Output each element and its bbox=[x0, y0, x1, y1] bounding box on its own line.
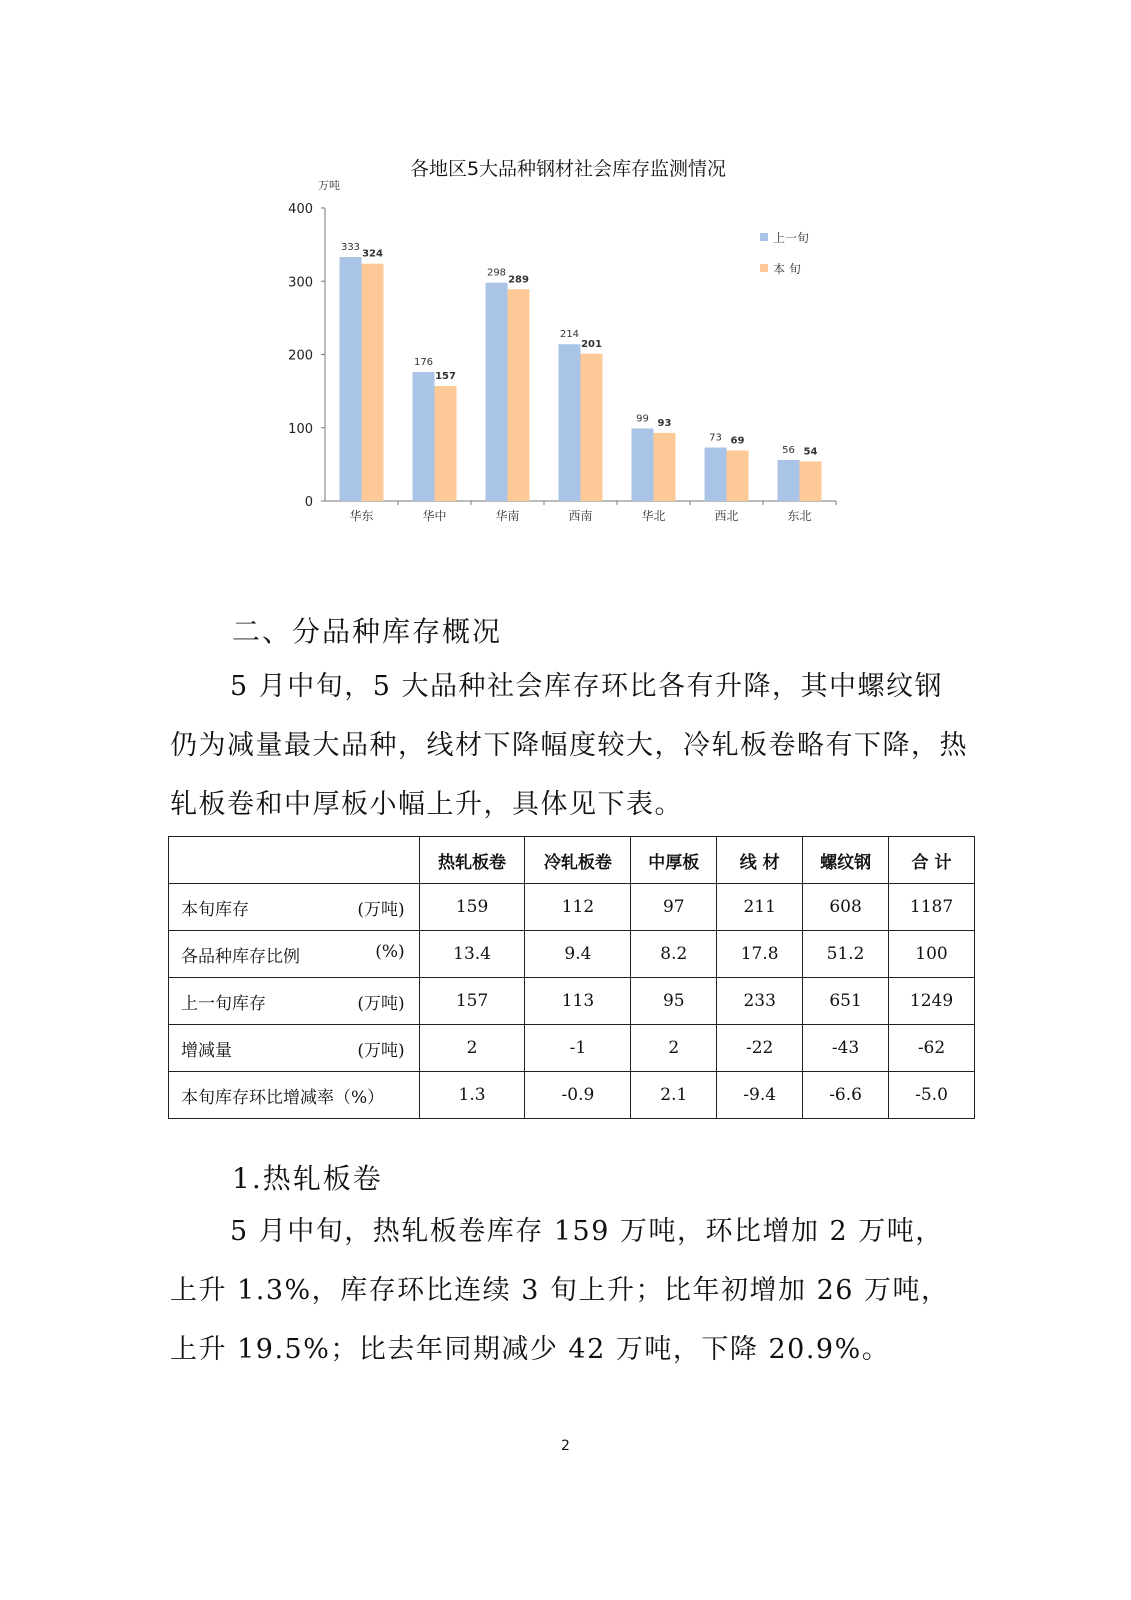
subheading: 1.热轧板卷 bbox=[232, 1162, 383, 1195]
bar bbox=[413, 372, 435, 501]
row-label-cell bbox=[169, 1025, 420, 1072]
table-cell: 211 bbox=[717, 884, 803, 931]
column-header: 线 材 bbox=[717, 837, 803, 884]
row-unit: (万吨) bbox=[357, 993, 405, 1014]
table-row bbox=[169, 884, 975, 931]
row-label: 本旬库存 bbox=[181, 899, 249, 920]
table-cell: 17.8 bbox=[717, 931, 803, 978]
bar bbox=[559, 344, 581, 501]
x-tick-label: 西南 bbox=[568, 509, 593, 523]
table-cell: 1187 bbox=[889, 884, 975, 931]
data-label: 201 bbox=[581, 338, 602, 350]
column-header: 中厚板 bbox=[631, 837, 717, 884]
table-cell: -1 bbox=[525, 1025, 631, 1072]
bar bbox=[654, 433, 676, 501]
data-label: 298 bbox=[486, 267, 507, 279]
row-label-cell bbox=[169, 884, 420, 931]
table-cell: 159 bbox=[419, 884, 525, 931]
table-cell: 2 bbox=[419, 1025, 525, 1072]
chart-title: 各地区5大品种钢材社会库存监测情况 bbox=[409, 158, 727, 180]
inventory-table bbox=[168, 836, 975, 1119]
column-header: 冷轧板卷 bbox=[525, 837, 631, 884]
data-label: 69 bbox=[730, 435, 745, 447]
y-tick-label: 300 bbox=[288, 275, 313, 291]
y-tick-label: 100 bbox=[288, 421, 313, 437]
table-cell: 8.2 bbox=[631, 931, 717, 978]
intro-paragraph bbox=[170, 657, 970, 834]
data-label: 214 bbox=[559, 329, 580, 341]
y-tick-label: 200 bbox=[288, 348, 313, 364]
table-cell: 608 bbox=[803, 884, 889, 931]
bar bbox=[508, 289, 530, 501]
table-cell: 13.4 bbox=[419, 931, 525, 978]
table-row bbox=[169, 1072, 975, 1119]
table-header-row bbox=[169, 837, 975, 884]
table-cell: 1.3 bbox=[419, 1072, 525, 1119]
table-cell: -43 bbox=[803, 1025, 889, 1072]
data-label: 54 bbox=[803, 446, 818, 458]
data-label: 333 bbox=[340, 242, 361, 254]
y-tick-label: 0 bbox=[304, 495, 313, 510]
data-label: 73 bbox=[709, 432, 722, 444]
table-cell: 157 bbox=[419, 978, 525, 1025]
table-cell: -6.6 bbox=[803, 1072, 889, 1119]
legend-label: 本 旬 bbox=[773, 262, 801, 276]
table-cell: 9.4 bbox=[525, 931, 631, 978]
table-cell: 651 bbox=[803, 978, 889, 1025]
data-label: 324 bbox=[362, 248, 383, 260]
x-tick-label: 华中 bbox=[422, 509, 447, 523]
data-label: 99 bbox=[636, 413, 649, 425]
legend-swatch bbox=[760, 233, 768, 241]
section-heading: 二、分品种库存概况 bbox=[232, 615, 503, 648]
table-cell: 2 bbox=[631, 1025, 717, 1072]
row-label: 本旬库存环比增减率（%） bbox=[181, 1087, 385, 1108]
bar bbox=[362, 264, 384, 501]
table-cell: 95 bbox=[631, 978, 717, 1025]
table-cell: -5.0 bbox=[889, 1072, 975, 1119]
bar bbox=[800, 461, 822, 501]
table-cell: 1249 bbox=[889, 978, 975, 1025]
table-cell: -22 bbox=[717, 1025, 803, 1072]
table-row bbox=[169, 1025, 975, 1072]
bar bbox=[435, 386, 457, 501]
bar bbox=[727, 450, 749, 501]
data-label: 93 bbox=[657, 417, 672, 429]
table-corner-cell bbox=[169, 837, 420, 884]
table-cell: -62 bbox=[889, 1025, 975, 1072]
bar bbox=[581, 354, 603, 501]
column-header: 合 计 bbox=[889, 837, 975, 884]
bar bbox=[705, 448, 727, 501]
hot-rolled-paragraph bbox=[170, 1202, 970, 1379]
page-number: 2 bbox=[561, 1438, 570, 1454]
hot-rolled-paragraph-text: 5 月中旬，热轧板卷库存 159 万吨，环比增加 2 万吨，上升 1.3%，库存环比连续 3 旬上升；比年初增加 26 万吨，上升 19.5%；比去年同期减少 42 万吨，下降 20.9%。 bbox=[170, 1216, 950, 1365]
legend-label: 上一旬 bbox=[773, 231, 810, 245]
row-unit: (%) bbox=[375, 941, 405, 962]
bar bbox=[486, 283, 508, 501]
table-cell: -9.4 bbox=[717, 1072, 803, 1119]
row-label: 各品种库存比例 bbox=[181, 946, 300, 967]
table-cell: 233 bbox=[717, 978, 803, 1025]
table-cell: 51.2 bbox=[803, 931, 889, 978]
row-label-cell bbox=[169, 1072, 420, 1119]
data-label: 56 bbox=[782, 444, 795, 456]
y-tick-label: 400 bbox=[288, 202, 313, 217]
x-tick-label: 华南 bbox=[495, 509, 520, 523]
row-label: 上一旬库存 bbox=[181, 993, 266, 1014]
chart-unit-label: 万吨 bbox=[318, 179, 340, 192]
table-cell: 113 bbox=[525, 978, 631, 1025]
row-label-cell bbox=[169, 931, 420, 978]
bar bbox=[340, 257, 362, 501]
column-header: 螺纹钢 bbox=[803, 837, 889, 884]
row-label-cell bbox=[169, 978, 420, 1025]
row-label: 增减量 bbox=[181, 1040, 232, 1061]
bar bbox=[778, 460, 800, 501]
table-cell: -0.9 bbox=[525, 1072, 631, 1119]
data-label: 176 bbox=[413, 357, 434, 369]
x-tick-label: 华东 bbox=[349, 509, 374, 523]
data-label: 289 bbox=[508, 274, 529, 286]
table-cell: 100 bbox=[889, 931, 975, 978]
column-header: 热轧板卷 bbox=[419, 837, 525, 884]
x-tick-label: 华北 bbox=[641, 509, 666, 523]
bar bbox=[632, 428, 654, 501]
table-row bbox=[169, 978, 975, 1025]
inventory-bar-chart bbox=[280, 150, 860, 540]
table-cell: 97 bbox=[631, 884, 717, 931]
row-unit: (万吨) bbox=[357, 1040, 405, 1061]
row-unit: (万吨) bbox=[357, 899, 405, 920]
table-cell: 112 bbox=[525, 884, 631, 931]
x-tick-label: 西北 bbox=[714, 509, 739, 523]
data-label: 157 bbox=[435, 370, 456, 382]
x-tick-label: 东北 bbox=[787, 509, 812, 523]
table-row bbox=[169, 931, 975, 978]
intro-paragraph-text: 5 月中旬，5 大品种社会库存环比各有升降，其中螺纹钢仍为减量最大品种，线材下降幅度较大，冷轧板卷略有下降，热轧板卷和中厚板小幅上升，具体见下表。 bbox=[170, 671, 968, 820]
legend-swatch bbox=[760, 264, 768, 272]
table-cell: 2.1 bbox=[631, 1072, 717, 1119]
